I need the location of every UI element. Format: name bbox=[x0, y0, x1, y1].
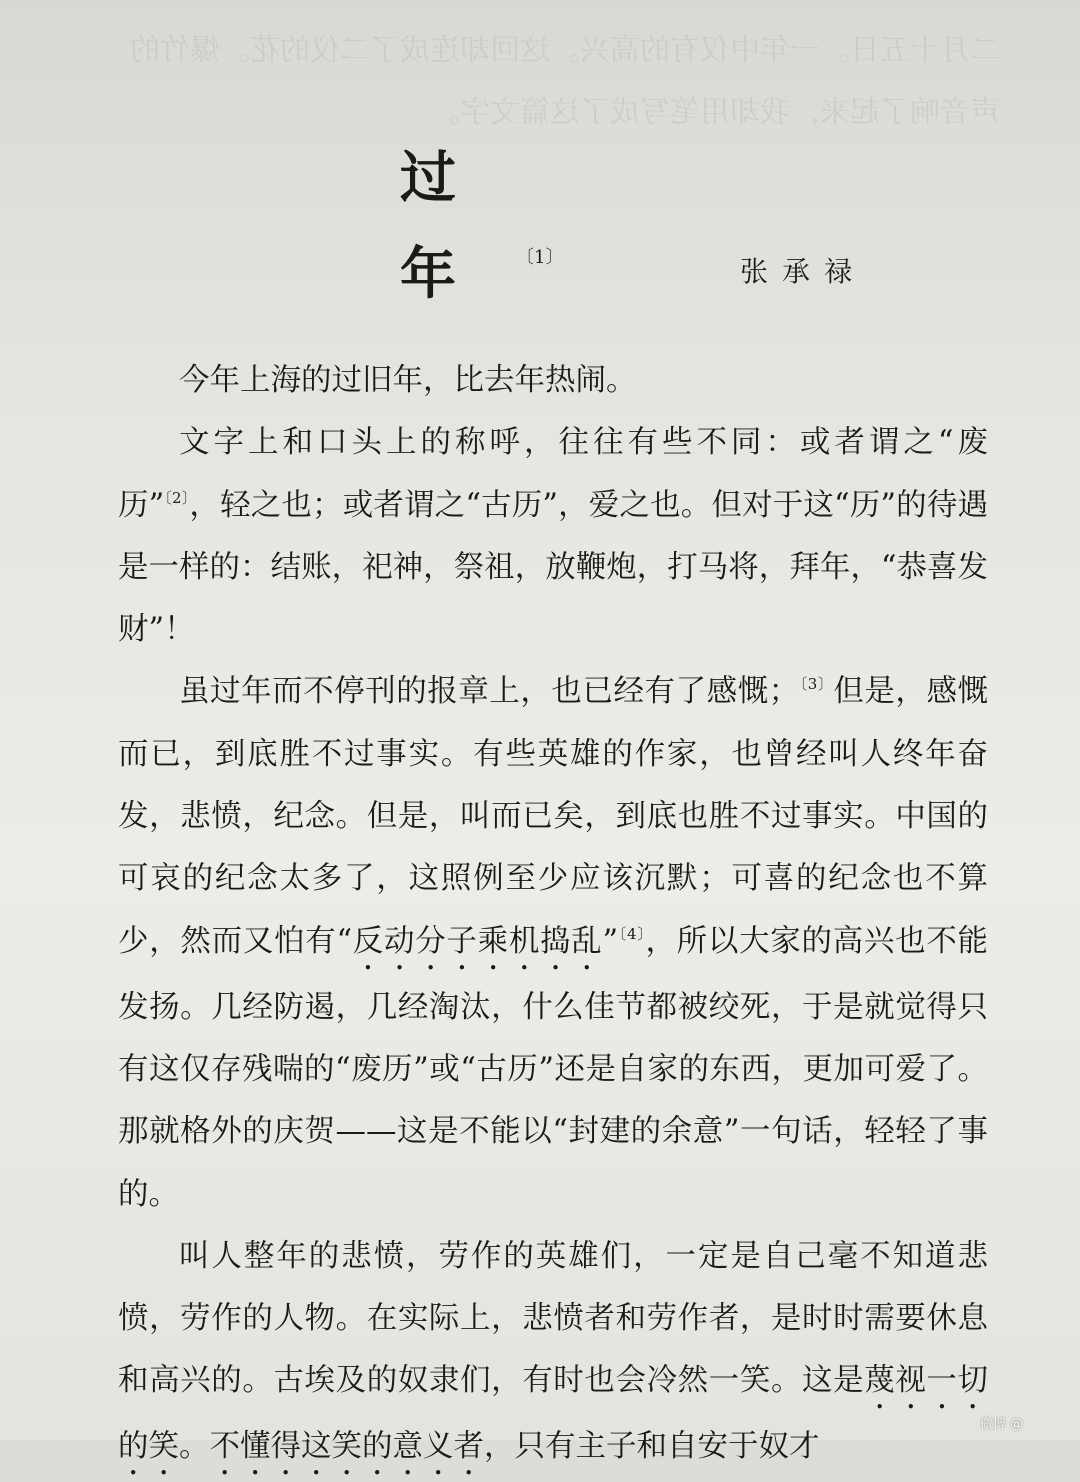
paragraph bbox=[118, 1226, 988, 1482]
emphasized-text: 反动分子乘机捣乱 bbox=[352, 923, 603, 959]
paragraph bbox=[118, 661, 988, 1225]
article-title bbox=[400, 138, 720, 307]
watermark: 微博 @ bbox=[980, 1417, 1024, 1432]
bleed-through-text: 二月十五日。一年中仅有的高兴。这回却连成了二仪的花。爆竹的声音响了起来，我却用笔写成了这篇文字。 bbox=[130, 33, 1000, 130]
paragraph-text: 。 bbox=[179, 1429, 210, 1465]
title-text: 过 年 bbox=[400, 145, 632, 307]
footnote-mark: 〔4〕 bbox=[618, 924, 646, 943]
emphasized-text: 蔑视一切的笑 bbox=[118, 1363, 989, 1465]
paragraph-text: ” bbox=[602, 923, 619, 959]
footnote-mark: 〔3〕 bbox=[799, 675, 834, 694]
paragraph-text: 今年上海的过旧年，比去年热闹。 bbox=[179, 363, 637, 398]
footnote-mark: 〔2〕 bbox=[164, 488, 190, 507]
title-footnote-mark: 〔1〕 bbox=[516, 247, 564, 268]
paragraph bbox=[118, 350, 988, 412]
paragraph-text: ，轻之也；或者谓之“古历”，爱之也。但对于这“历”的待遇是一样的：结账，祀神，祭祖，放鞭炮，打马将，拜年，“恭喜发财”！ bbox=[118, 487, 988, 648]
paragraph-text: ，只有主子和自安于奴才 bbox=[484, 1429, 820, 1465]
paragraph-text: 文字上和口头上的称呼，往往有些不同：或者谓之“废历” bbox=[118, 425, 988, 523]
paragraph-text: 虽过年而不停刊的报章上，也已经有了感慨； bbox=[179, 674, 800, 710]
emphasized-text: 不懂得这笑的意义者 bbox=[209, 1429, 484, 1465]
paragraph bbox=[118, 412, 988, 661]
paragraph-text: ，所以大家的高兴也不能发扬。几经防遏，几经淘汰，什么佳节都被绞死，于是就觉得只有这仅存残喘的“废历”或“古历”还是自家的东西，更加可爱了。那就格外的庆贺——这是不能以“封建的余意”一句话，轻轻了事的。 bbox=[118, 923, 989, 1212]
paragraph-text: 但是，感慨而已，到底胜不过事实。有些英雄的作家，也曾经叫人终年奋发，悲愤，纪念。但是，叫而已矣，到底也胜不过事实。中国的可哀的纪念太多了，这照例至少应该沉默；可喜的纪念也不算少，然而又怕有“ bbox=[118, 674, 989, 959]
article-body bbox=[118, 350, 989, 1465]
paragraph-text: 叫人整年的悲愤，劳作的英雄们，一定是自己毫不知道悲愤，劳作的人物。在实际上，悲愤者和劳作者，是时时需要休息和高兴的。古埃及的奴隶们，有时也会冷然一笑。这是 bbox=[118, 1238, 988, 1399]
author-name: 张承禄 bbox=[740, 255, 867, 288]
